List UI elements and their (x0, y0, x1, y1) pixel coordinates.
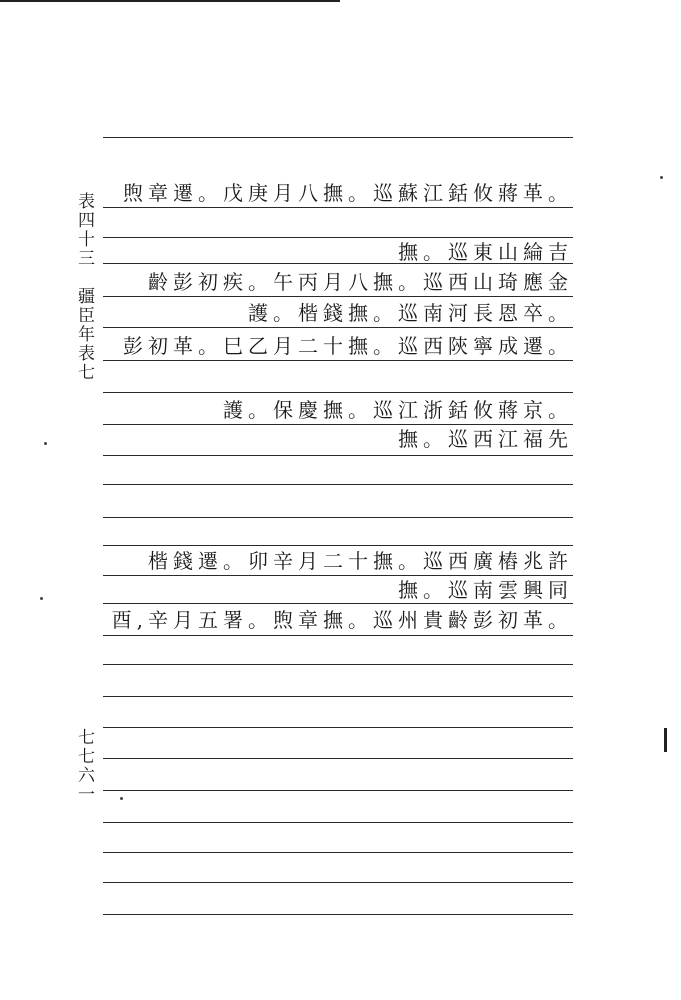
table-row: 酉,辛月五署。煦章撫。巡州貴齡彭初革。 (111, 608, 573, 632)
rule-line (103, 137, 573, 138)
rule-line (103, 424, 573, 425)
rule-line (103, 575, 573, 576)
rule-line (103, 822, 573, 823)
rule-line (103, 545, 573, 546)
running-title: 表四十三 疆臣年表七 (74, 192, 94, 382)
rule-line (103, 207, 573, 208)
table-row: 護。保慶撫。巡江浙銛攸蔣京。 (223, 398, 573, 422)
rule-line (103, 882, 573, 883)
scan-speck (40, 597, 43, 600)
rule-line (103, 664, 573, 665)
table-row: 煦章遷。戊庚月八撫。巡蘇江銛攸蔣革。 (123, 181, 573, 205)
rule-line (103, 914, 573, 915)
table-row: 護。楷錢撫。巡南河長恩卒。 (248, 301, 573, 325)
rule-line (103, 327, 573, 328)
scan-speck (120, 797, 123, 800)
table-row: 撫。巡西江福先 (398, 427, 573, 451)
rule-line (103, 790, 573, 791)
rule-line (103, 360, 573, 361)
scan-speck (44, 442, 47, 445)
rule-line (103, 237, 573, 238)
rule-line (103, 296, 573, 297)
table-row: 彭初革。巳乙月二十撫。巡西陝寧成遷。 (123, 334, 573, 358)
rule-line (103, 758, 573, 759)
table-row: 撫。巡南雲興同 (398, 578, 573, 602)
scan-speck (660, 176, 663, 179)
table-row: 齡彭初疾。午丙月八撫。巡西山琦應金 (148, 270, 573, 294)
rule-line (103, 727, 573, 728)
rule-line (103, 455, 573, 456)
scan-edge-mark (664, 728, 667, 752)
rule-line (103, 852, 573, 853)
table-row: 楷錢遷。卯辛月二十撫。巡西廣樁兆許 (148, 549, 573, 573)
rule-line (103, 392, 573, 393)
rule-line (103, 603, 573, 604)
rule-line (103, 635, 573, 636)
rule-line (103, 696, 573, 697)
page-number: 七七六一 (74, 728, 94, 804)
top-border-rule (0, 0, 340, 2)
rule-line (103, 517, 573, 518)
rule-line (103, 484, 573, 485)
table-row: 撫。巡東山綸吉 (398, 240, 573, 264)
